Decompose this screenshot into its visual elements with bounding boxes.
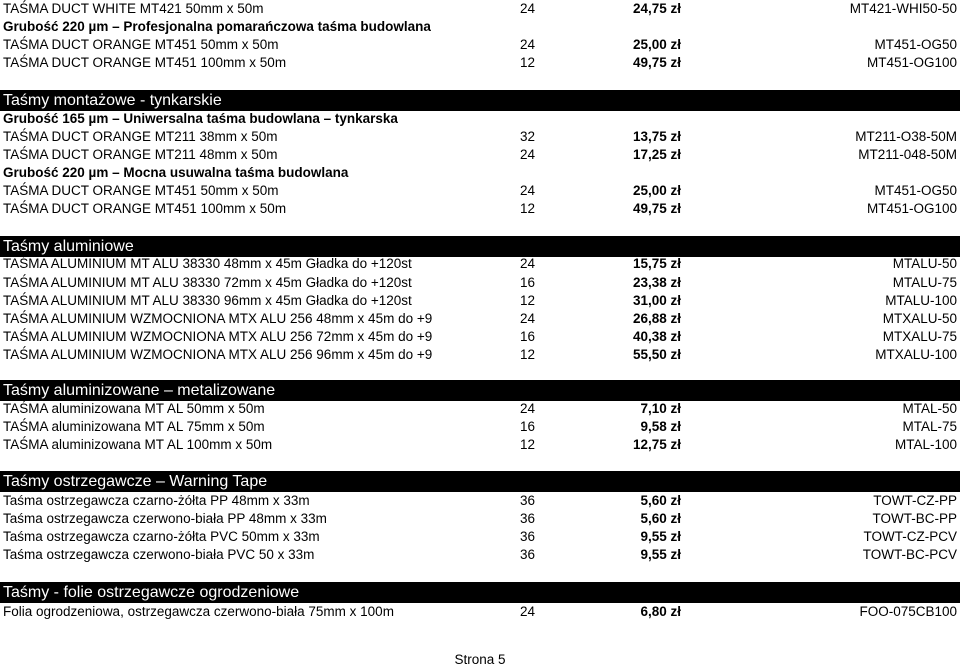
product-name: Taśma ostrzegawcza czarno-żółta PVC 50mm x 33m — [3, 529, 320, 544]
subheading: Grubość 220 µm – Mocna usuwalna taśma budowlana — [3, 165, 349, 180]
product-code: MTALU-50 — [892, 256, 957, 271]
product-name: TAŚMA DUCT ORANGE MT211 38mm x 50m — [3, 129, 278, 144]
table-row — [3, 546, 957, 564]
product-price: 7,10 zł — [640, 401, 681, 416]
product-code: TOWT-BC-PP — [872, 511, 957, 526]
subheading: Grubość 220 µm – Profesjonalna pomarańczowa taśma budowlana — [3, 19, 431, 34]
table-row — [3, 436, 957, 454]
product-name: TAŚMA ALUMINIUM MT ALU 38330 48mm x 45m Gładka do +120st — [3, 256, 412, 271]
product-price: 9,58 zł — [640, 419, 681, 434]
product-qty: 12 — [520, 437, 536, 452]
product-price: 13,75 zł — [632, 129, 681, 144]
product-qty: 36 — [520, 511, 536, 526]
table-row — [3, 146, 957, 164]
section-header-aluminiowe: Taśmy aluminiowe — [0, 236, 960, 257]
product-price: 6,80 zł — [640, 604, 681, 619]
product-price: 49,75 zł — [632, 55, 681, 70]
product-name: TAŚMA DUCT ORANGE MT451 50mm x 50m — [3, 37, 279, 52]
product-code: TOWT-CZ-PCV — [863, 529, 957, 544]
table-row — [3, 418, 957, 436]
product-price: 26,88 zł — [632, 311, 681, 326]
product-code: MTAL-100 — [894, 437, 957, 452]
product-code: MTAL-50 — [902, 401, 957, 416]
table-row — [3, 274, 957, 292]
table-row — [3, 128, 957, 146]
table-row — [3, 400, 957, 418]
product-code: MT451-OG100 — [866, 55, 957, 70]
product-name: TAŚMA ALUMINIUM MT ALU 38330 72mm x 45m Gładka do +120st — [3, 275, 412, 290]
table-row — [3, 328, 957, 346]
product-name: TAŚMA ALUMINIUM WZMOCNIONA MTX ALU 256 72mm x 45m do +9 — [3, 329, 433, 344]
section-header-ostrzegawcze: Taśmy ostrzegawcze – Warning Tape — [0, 471, 960, 492]
product-qty: 12 — [520, 347, 536, 362]
product-qty: 24 — [520, 37, 536, 52]
product-code: MT211-O38-50M — [855, 129, 957, 144]
table-row — [3, 492, 957, 510]
product-qty: 12 — [520, 55, 536, 70]
table-row — [3, 510, 957, 528]
product-price: 5,60 zł — [640, 511, 681, 526]
product-qty: 36 — [520, 547, 536, 562]
product-price: 40,38 zł — [632, 329, 681, 344]
product-code: MTXALU-75 — [882, 329, 957, 344]
product-price: 55,50 zł — [632, 347, 681, 362]
table-row — [3, 255, 957, 273]
table-row — [3, 182, 957, 200]
product-qty: 12 — [520, 201, 536, 216]
product-name: TAŚMA DUCT ORANGE MT451 100mm x 50m — [3, 55, 287, 70]
product-code: MT451-OG50 — [874, 37, 957, 52]
product-code: MT421-WHI50-50 — [849, 1, 957, 16]
product-price: 49,75 zł — [632, 201, 681, 216]
product-name: TAŚMA aluminizowana MT AL 50mm x 50m — [3, 401, 265, 416]
table-row — [3, 346, 957, 364]
product-qty: 24 — [520, 183, 536, 198]
product-name: TAŚMA aluminizowana MT AL 100mm x 50m — [3, 437, 273, 452]
product-code: TOWT-CZ-PP — [873, 493, 957, 508]
product-price: 25,00 zł — [632, 183, 681, 198]
table-row — [3, 310, 957, 328]
table-row — [3, 292, 957, 310]
product-price: 9,55 zł — [640, 547, 681, 562]
product-qty: 24 — [520, 1, 536, 16]
product-qty: 36 — [520, 493, 536, 508]
product-qty: 16 — [520, 275, 536, 290]
table-row — [3, 603, 957, 621]
product-qty: 24 — [520, 311, 536, 326]
product-code: MTALU-100 — [885, 293, 957, 308]
product-qty: 24 — [520, 604, 536, 619]
product-price: 5,60 zł — [640, 493, 681, 508]
product-name: TAŚMA DUCT ORANGE MT211 48mm x 50m — [3, 147, 278, 162]
product-name: Taśma ostrzegawcza czerwono-biała PP 48mm x 33m — [3, 511, 327, 526]
product-price: 17,25 zł — [632, 147, 681, 162]
table-row — [3, 200, 957, 218]
section-header-montazowe: Taśmy montażowe - tynkarskie — [0, 90, 960, 111]
product-name: TAŚMA DUCT WHITE MT421 50mm x 50m — [3, 1, 264, 16]
page-number: Strona 5 — [454, 652, 506, 667]
product-code: TOWT-BC-PCV — [862, 547, 957, 562]
product-qty: 16 — [520, 329, 536, 344]
product-name: TAŚMA ALUMINIUM WZMOCNIONA MTX ALU 256 96mm x 45m do +9 — [3, 347, 433, 362]
product-qty: 32 — [520, 129, 536, 144]
table-row — [3, 528, 957, 546]
product-code: MTXALU-100 — [875, 347, 957, 362]
product-name: TAŚMA ALUMINIUM MT ALU 38330 96mm x 45m Gładka do +120st — [3, 293, 412, 308]
product-code: MTALU-75 — [892, 275, 957, 290]
table-row — [3, 0, 957, 18]
product-name: TAŚMA aluminizowana MT AL 75mm x 50m — [3, 419, 265, 434]
product-code: FOO-075CB100 — [859, 604, 957, 619]
product-name: Folia ogrodzeniowa, ostrzegawcza czerwono-biała 75mm x 100m — [3, 604, 394, 619]
product-code: MT211-048-50M — [858, 147, 957, 162]
product-qty: 24 — [520, 147, 536, 162]
table-row — [3, 36, 957, 54]
product-qty: 24 — [520, 256, 536, 271]
product-qty: 24 — [520, 401, 536, 416]
product-price: 24,75 zł — [632, 1, 681, 16]
product-code: MTAL-75 — [902, 419, 957, 434]
product-code: MTXALU-50 — [882, 311, 957, 326]
product-code: MT451-OG50 — [874, 183, 957, 198]
section-header-aluminizowane: Taśmy aluminizowane – metalizowane — [0, 380, 960, 401]
product-qty: 36 — [520, 529, 536, 544]
product-name: TAŚMA DUCT ORANGE MT451 50mm x 50m — [3, 183, 279, 198]
product-name: TAŚMA ALUMINIUM WZMOCNIONA MTX ALU 256 48mm x 45m do +9 — [3, 311, 433, 326]
product-name: Taśma ostrzegawcza czarno-żółta PP 48mm x 33m — [3, 493, 310, 508]
subheading: Grubość 165 µm – Uniwersalna taśma budowlana – tynkarska — [3, 111, 398, 126]
product-price: 12,75 zł — [632, 437, 681, 452]
product-qty: 16 — [520, 419, 536, 434]
product-price: 9,55 zł — [640, 529, 681, 544]
product-qty: 12 — [520, 293, 536, 308]
product-price: 25,00 zł — [632, 37, 681, 52]
section-header-folie: Taśmy - folie ostrzegawcze ogrodzeniowe — [0, 582, 960, 603]
product-code: MT451-OG100 — [866, 201, 957, 216]
product-price: 23,38 zł — [632, 275, 681, 290]
table-row — [3, 54, 957, 72]
product-price: 31,00 zł — [632, 293, 681, 308]
product-price: 15,75 zł — [632, 256, 681, 271]
product-name: Taśma ostrzegawcza czerwono-biała PVC 50 x 33m — [3, 547, 315, 562]
product-name: TAŚMA DUCT ORANGE MT451 100mm x 50m — [3, 201, 287, 216]
